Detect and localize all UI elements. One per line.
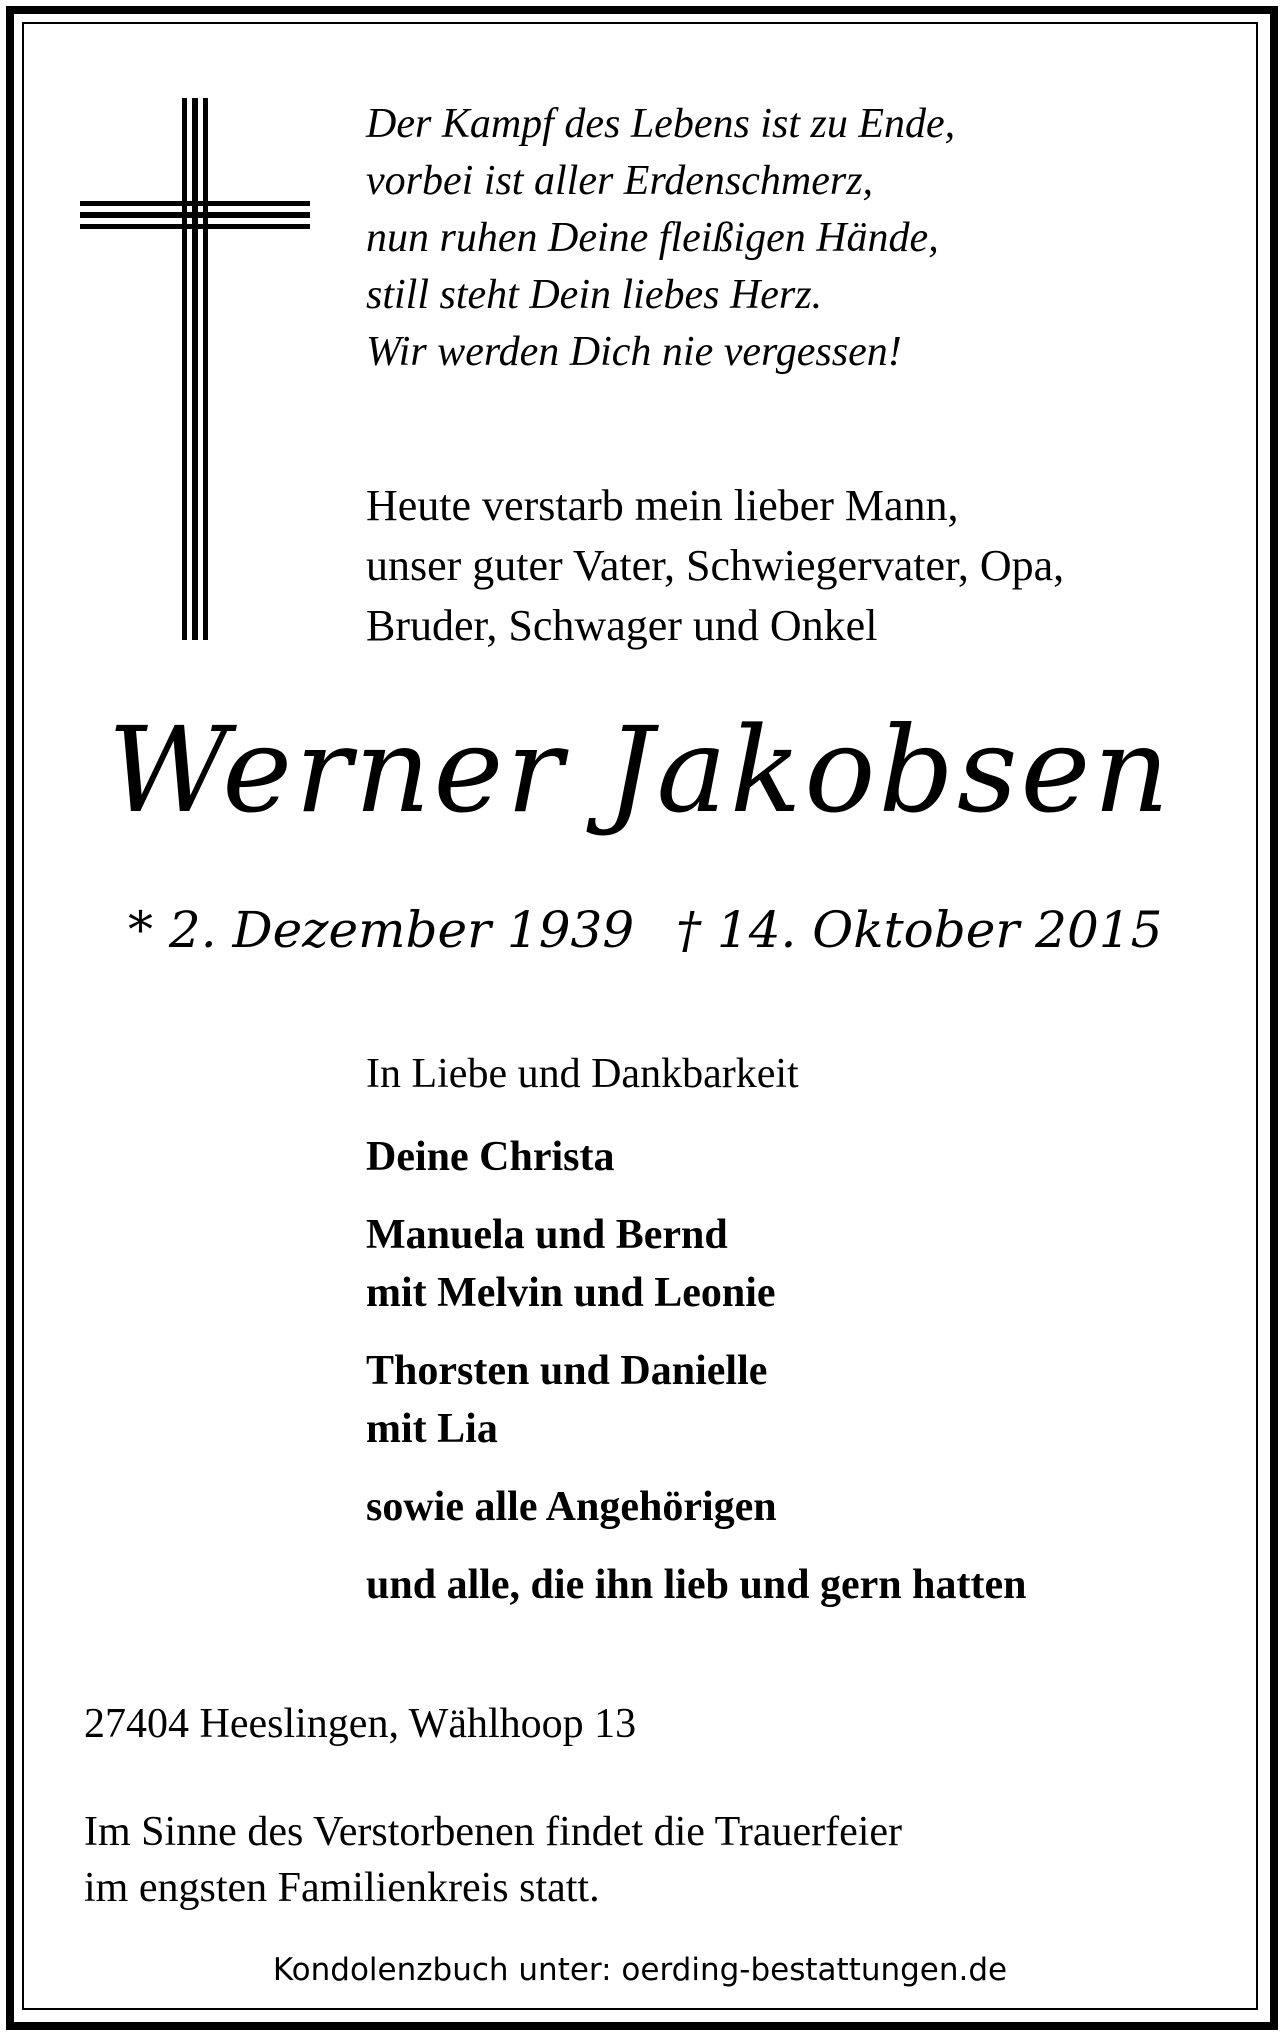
regards-line: In Liebe und Dankbarkeit — [366, 1051, 799, 1097]
cross-icon — [80, 98, 310, 640]
address: 27404 Heeslingen, Wählhoop 13 — [84, 1701, 637, 1747]
mourner-group — [366, 1128, 1226, 1186]
notice-line: Im Sinne des Verstorbenen findet die Trauerfeier — [84, 1809, 903, 1855]
mourner-line: Deine Christa — [366, 1134, 615, 1180]
poem-line: Wir werden Dich nie vergessen! — [366, 329, 902, 375]
announcement-line: Bruder, Schwager und Onkel — [366, 601, 878, 650]
mourner-group — [366, 1556, 1226, 1614]
poem-line: vorbei ist aller Erdenschmerz, — [366, 158, 874, 204]
notice-line: im engsten Familienkreis statt. — [84, 1865, 600, 1911]
birth-date: * 2. Dezember 1939 — [128, 901, 635, 959]
mourner-group — [366, 1342, 1226, 1458]
deceased-name: Werner Jakobsen — [107, 701, 1173, 839]
mourner-line: Thorsten und Danielle — [366, 1348, 768, 1394]
mourner-group — [366, 1478, 1226, 1536]
poem-line: Der Kampf des Lebens ist zu Ende, — [366, 101, 956, 147]
death-date: † 14. Oktober 2015 — [676, 901, 1163, 959]
death-announcement — [366, 476, 1226, 656]
announcement-line: Heute verstarb mein lieber Mann, — [366, 481, 959, 530]
mourner-line: und alle, die ihn lieb und gern hatten — [366, 1562, 1027, 1608]
mourner-line: mit Lia — [366, 1406, 498, 1452]
mourner-group — [366, 1206, 1226, 1322]
poem-line: nun ruhen Deine fleißigen Hände, — [366, 215, 939, 261]
funeral-notice — [84, 1804, 902, 1916]
mourner-line: Manuela und Bernd — [366, 1212, 728, 1258]
announcement-line: unser guter Vater, Schwiegervater, Opa, — [366, 541, 1065, 590]
poem — [366, 96, 1226, 381]
mourner-line: sowie alle Angehörigen — [366, 1484, 777, 1530]
poem-line: still steht Dein liebes Herz. — [366, 272, 823, 318]
mourners — [366, 1044, 1226, 1634]
condolence-book-link[interactable]: Kondolenzbuch unter: oerding-bestattungen.de — [272, 1952, 1008, 1988]
mourner-line: mit Melvin und Leonie — [366, 1270, 776, 1316]
